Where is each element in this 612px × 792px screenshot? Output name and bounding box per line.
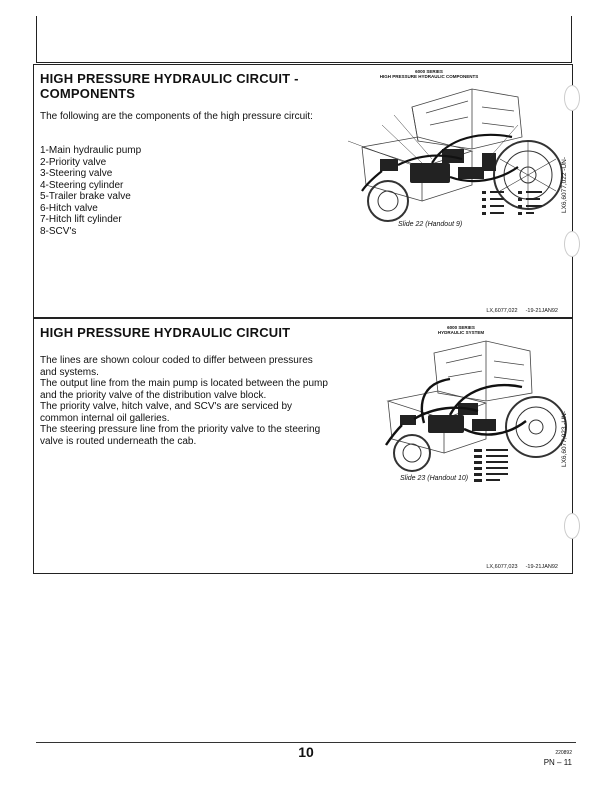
paragraph: The lines are shown colour coded to differ between pressures and systems. [40, 355, 313, 378]
figure-heading-title: HIGH PRESSURE HYDRAULIC COMPONENTS [379, 74, 479, 79]
list-item: 4-Steering cylinder [40, 179, 124, 191]
intro-text: The following are the components of the high pressure circuit: [40, 111, 313, 122]
reference-date: -19-21JAN92 [525, 564, 558, 570]
reference-code: LX,6077,022 [486, 308, 518, 314]
slide-caption: Slide 23 (Handout 10) [400, 475, 469, 482]
figure-heading-title: HYDRAULIC SYSTEM [437, 330, 485, 335]
list-item: 1-Main hydraulic pump [40, 145, 142, 156]
panel-reference [478, 564, 558, 570]
paragraph: The priority valve, hitch valve, and SCV's are serviced by common internal oil galleries. [40, 401, 293, 424]
slide-caption: Slide 22 (Handout 9) [398, 221, 463, 228]
list-item: 8-SCV's [40, 225, 77, 237]
figure-side-id: LX6,6077,023 -UN- [561, 411, 568, 468]
list-item: 7-Hitch lift cylinder [40, 214, 122, 225]
header-frame [36, 16, 572, 63]
figure-heading-series: 6000 SERIES [447, 325, 475, 330]
panel-components [33, 64, 573, 318]
reference-date: -19-21JAN92 [525, 308, 558, 314]
page-code: 220892 [555, 750, 572, 756]
panel-title: HIGH PRESSURE HYDRAULIC CIRCUIT - COMPONENTS [40, 71, 299, 101]
figure-heading-series: 6000 SERIES [415, 69, 443, 74]
binder-hole-mark [564, 513, 580, 539]
panel-circuit [33, 318, 573, 574]
list-item: 3-Steering valve [40, 168, 113, 179]
list-item: 6-Hitch valve [40, 202, 98, 214]
reference-code: LX,6077,023 [486, 564, 518, 570]
page-number: 10 [298, 744, 314, 760]
paragraph: The steering pressure line from the priority valve to the steering valve is routed underneath the cab. [40, 424, 321, 447]
footer-rule [36, 742, 576, 743]
panel-reference [478, 308, 558, 314]
tractor-illustration [322, 67, 568, 239]
list-item: 2-Priority valve [40, 156, 107, 168]
paragraph: The output line from the main pump is located between the pump and the priority valve of the distribution valve block. [40, 378, 328, 401]
component-list [40, 145, 318, 237]
list-item: 5-Trailer brake valve [40, 191, 131, 202]
body-text [40, 355, 328, 447]
page-id: PN – 11 [543, 758, 572, 767]
tractor-hydraulic-illustration [354, 323, 568, 491]
figure-side-id: LX6,6077,022 -UN- [561, 157, 568, 214]
panel-title: HIGH PRESSURE HYDRAULIC CIRCUIT [40, 325, 291, 340]
